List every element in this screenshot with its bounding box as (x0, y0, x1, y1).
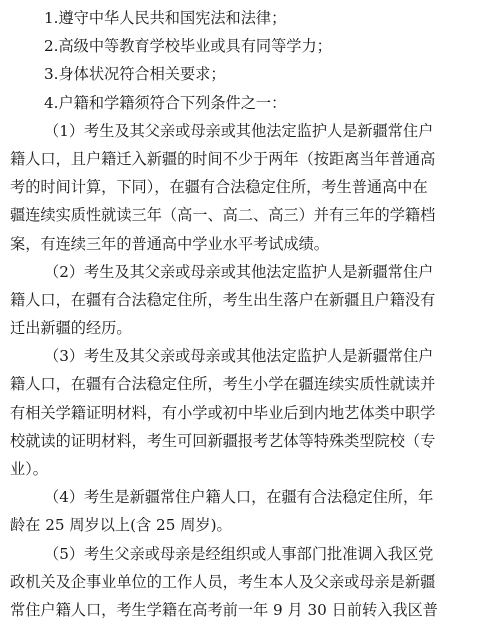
item-3-line-1: （3）考生及其父亲或母亲或其他法定监护人是新疆常住户 (44, 347, 434, 365)
item-1-line-3: 考的时间计算，下同），在疆有合法稳定住所，考生普通高中在 (10, 178, 428, 196)
item-1-line-4: 疆连续实质性就读三年（高一、高二、高三）并有三年的学籍档 (10, 206, 436, 224)
item-2-line-1: （2）考生及其父亲或母亲或其他法定监护人是新疆常住户 (44, 263, 434, 281)
item-5-line-3: 常住户籍人口，考生学籍在高考前一年 9 月 30 日前转入我区普 (10, 601, 438, 619)
item-3-line-5: 业）。 (10, 460, 48, 478)
item-1-line-5: 案，有连续三年的普通高中学业水平考试成绩。 (10, 235, 329, 253)
item-5-line-1: （5）考生父亲或母亲是经组织或人事部门批准调入我区党 (44, 545, 434, 563)
item-5-line-2: 政机关及企事业单位的工作人员，考生本人及父亲或母亲是新疆 (10, 573, 436, 591)
condition-2: 2.高级中等教育学校毕业或具有同等学力； (44, 37, 332, 55)
condition-4: 4.户籍和学籍须符合下列条件之一： (44, 94, 287, 112)
condition-3: 3.身体状况符合相关要求； (44, 65, 226, 83)
item-1-line-1: （1）考生及其父亲或母亲或其他法定监护人是新疆常住户 (44, 122, 434, 140)
item-2-line-2: 籍人口，在疆有合法稳定住所，考生出生落户在新疆且户籍没有 (10, 291, 436, 309)
item-3-line-3: 有相关学籍证明材料，有小学或初中毕业后到内地艺体类中职学 (10, 404, 436, 422)
item-2-line-3: 迁出新疆的经历。 (10, 319, 132, 337)
condition-1: 1.遵守中华人民共和国宪法和法律； (44, 9, 287, 27)
item-1-line-2: 籍人口，且户籍迁入新疆的时间不少于两年（按距离当年普通高 (10, 150, 436, 168)
item-4-line-2: 龄在 25 周岁以上(含 25 周岁)。 (10, 516, 232, 534)
item-3-line-4: 校就读的证明材料，考生可回新疆报考艺体等特殊类型院校（专 (10, 432, 436, 450)
item-3-line-2: 籍人口，在疆有合法稳定住所，考生小学在疆连续实质性就读并 (10, 375, 436, 393)
item-4-line-1: （4）考生是新疆常住户籍人口，在疆有合法稳定住所，年 (44, 488, 434, 506)
